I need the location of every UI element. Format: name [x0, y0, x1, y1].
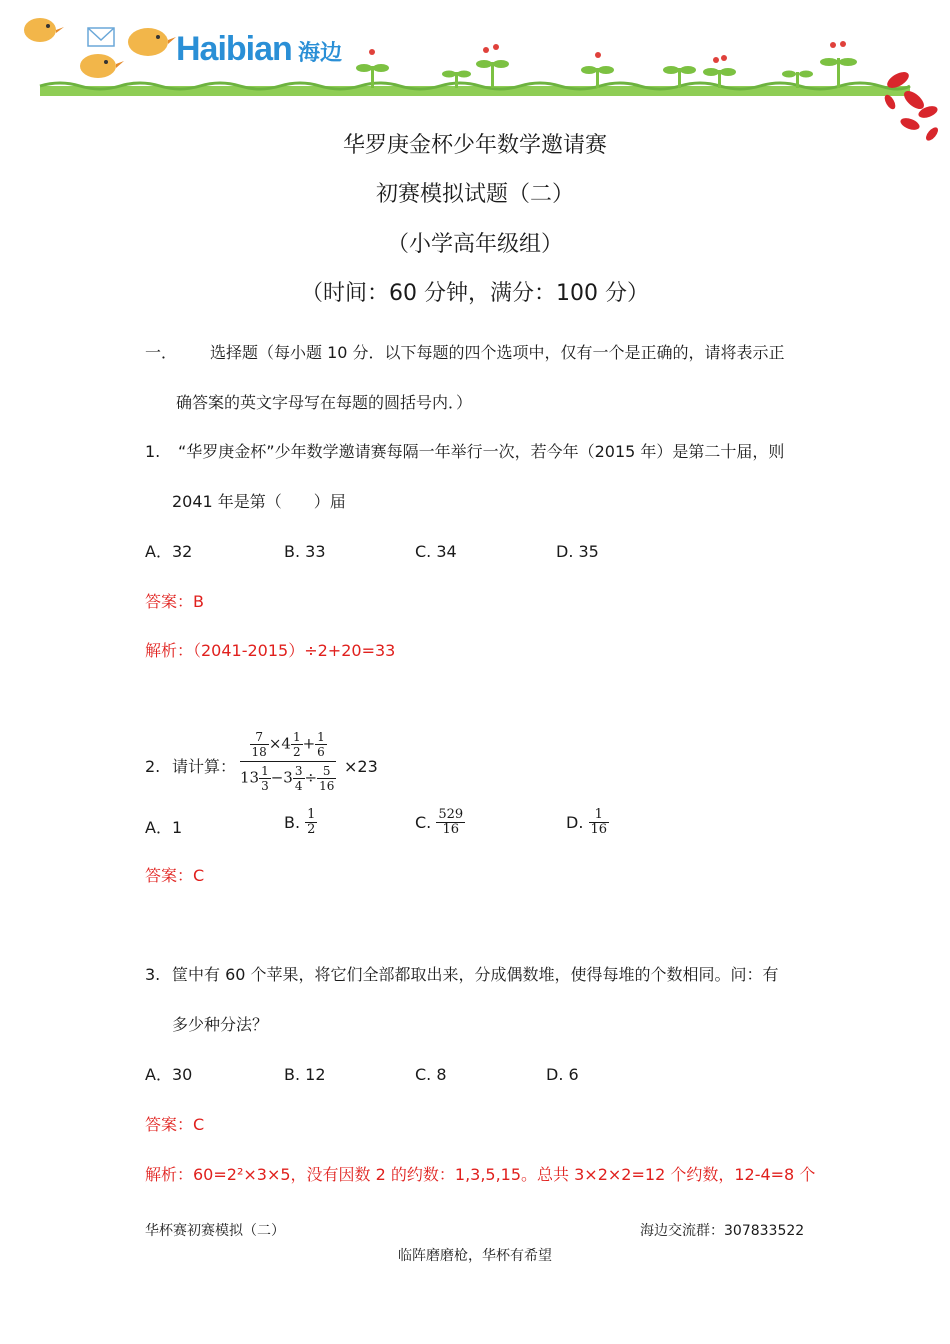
footer-left: 华杯赛初赛模拟（二）	[145, 1223, 285, 1239]
question-3-answer: 答案：C	[145, 1115, 205, 1134]
question-2-option-a: A．1	[145, 818, 183, 837]
footer-right: 海边交流群：307833522	[640, 1223, 805, 1239]
section-intro-line-1: 选择题（每小题 10 分．以下每题的四个选项中，仅有一个是正确的，请将表示正	[210, 343, 785, 362]
question-1-number: 1.	[145, 442, 161, 461]
question-1-analysis: 解析：（2041-2015）÷2+20=33	[145, 641, 396, 660]
footer-center: 临阵磨磨枪，华杯有希望	[398, 1248, 552, 1264]
question-2-option-c: C. $\frac{529}{16}$	[415, 807, 464, 837]
question-2-option-b: B. $\frac{1}{2}$	[284, 807, 316, 837]
bird-icon	[24, 18, 64, 42]
question-1-text-line-1: “华罗庚金杯”少年数学邀请赛每隔一年举行一次，若今年（2015 年）是第二十届，则	[178, 442, 785, 461]
question-3-option-c: C. 8	[415, 1065, 447, 1084]
title-line-1: 华罗庚金杯少年数学邀请赛	[342, 133, 607, 158]
question-2-expression	[240, 730, 336, 793]
question-1-option-a: A．32	[145, 542, 193, 561]
title-line-4: （时间：60 分钟，满分：100 分）	[301, 281, 649, 306]
section-label: 一．	[145, 343, 178, 362]
question-1-answer: 答案：B	[145, 592, 204, 611]
title-line-2: 初赛模拟试题（二）	[375, 182, 574, 207]
question-2-option-d: D. $\frac{1}{16}$	[566, 807, 608, 837]
expression-denominator: 13 $\frac{1}{3}$ −3 $\frac{3}{4}$ ÷ $\frac{5}{16}$	[240, 764, 335, 793]
question-3-option-a: A．30	[145, 1065, 193, 1084]
question-3-text-line-2: 多少种分法？	[172, 1015, 269, 1034]
question-3-option-b: B. 12	[284, 1065, 326, 1084]
question-2-answer: 答案：C	[145, 866, 205, 885]
expression-numerator: $\frac{7}{18}$ ×4 $\frac{1}{2}$ + $\frac{1}{6}$	[240, 730, 336, 762]
flower-bud-icons	[369, 41, 846, 63]
question-1-text-line-2: 2041 年是第（ ）届	[172, 492, 346, 511]
logo-chinese: 海边	[298, 41, 343, 66]
bird-icon	[128, 28, 176, 56]
logo-latin: Haibian	[176, 30, 292, 68]
question-3-text-line-1: 筐中有 60 个苹果，将它们全部都取出来，分成偶数堆，使得每堆的个数相同。问：有	[172, 965, 779, 984]
question-1-option-d: D. 35	[556, 542, 599, 561]
question-3-option-d: D. 6	[546, 1065, 579, 1084]
question-1-option-b: B. 33	[284, 542, 326, 561]
question-2-number: 2.	[145, 757, 161, 776]
question-3-analysis: 解析：60=2²×3×5，没有因数 2 的约数：1,3,5,15。总共 3×2×2=12 个约数，12-4=8 个	[145, 1165, 816, 1184]
question-2-suffix: ×23	[344, 757, 378, 776]
section-intro-line-2: 确答案的英文字母写在每题的圆括号内．）	[176, 393, 473, 412]
question-2-prompt: 请计算：	[172, 757, 237, 776]
question-1-option-c: C. 34	[415, 542, 457, 561]
envelope-icon	[88, 28, 114, 46]
question-3-number: 3.	[145, 965, 161, 984]
bird-icon	[80, 54, 124, 78]
title-line-3: （小学高年级组）	[386, 232, 563, 257]
